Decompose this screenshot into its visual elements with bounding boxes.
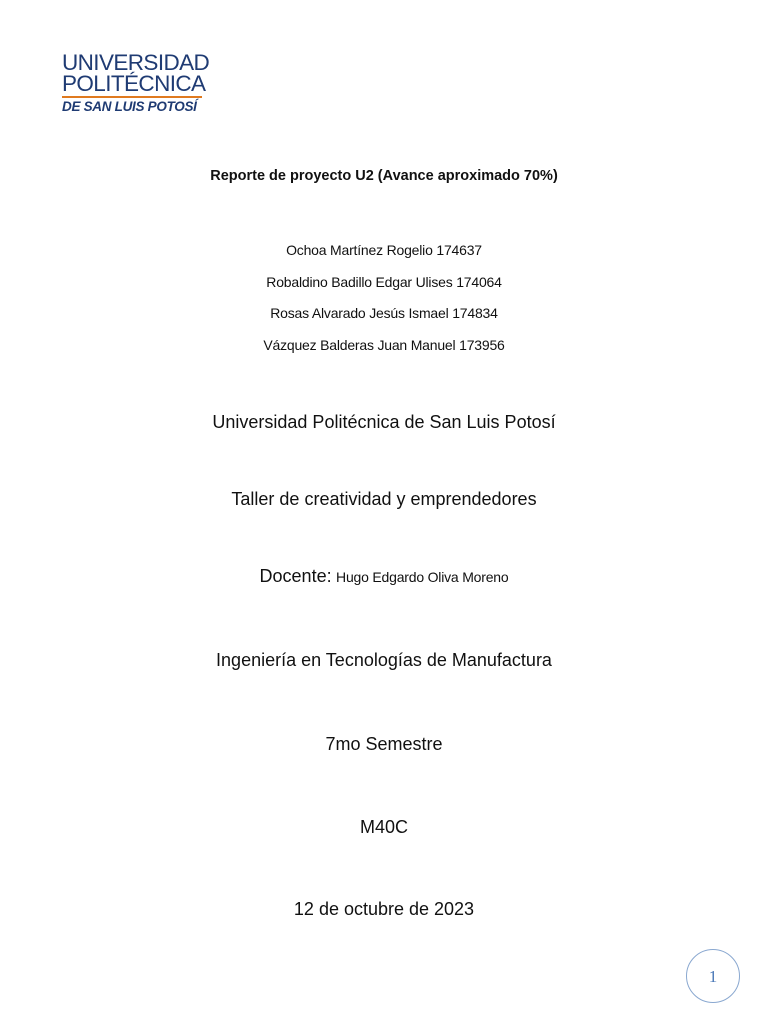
logo-line-3: DE SAN LUIS POTOSÍ — [62, 99, 197, 114]
docente-name: Hugo Edgardo Oliva Moreno — [336, 569, 509, 585]
author-1: Ochoa Martínez Rogelio 174637 — [286, 242, 482, 258]
author-4: Vázquez Balderas Juan Manuel 173956 — [263, 337, 505, 353]
page-number-badge: 1 — [686, 949, 740, 1003]
semester: 7mo Semestre — [325, 734, 443, 754]
program-name: Ingeniería en Tecnologías de Manufactura — [216, 650, 552, 670]
docente-line — [0, 566, 768, 587]
group-code: M40C — [359, 817, 408, 837]
report-title: Reporte de proyecto U2 (Avance aproximado 70%) — [210, 168, 558, 184]
author-3: Rosas Alvarado Jesús Ismael 174834 — [270, 305, 498, 321]
logo-line-1: UNIVERSIDAD — [62, 50, 210, 75]
report-date: 12 de octubre de 2023 — [293, 899, 475, 919]
author-2: Robaldino Badillo Edgar Ulises 174064 — [266, 274, 502, 290]
course-name: Taller de creatividad y emprendedores — [231, 489, 537, 509]
logo-line-2: POLITÉCNICA — [62, 71, 206, 96]
university-name: Universidad Politécnica de San Luis Potosí — [212, 412, 556, 432]
university-logo — [62, 50, 210, 119]
docente-label: Docente: — [259, 566, 332, 586]
logo-orange-bar — [62, 96, 202, 98]
